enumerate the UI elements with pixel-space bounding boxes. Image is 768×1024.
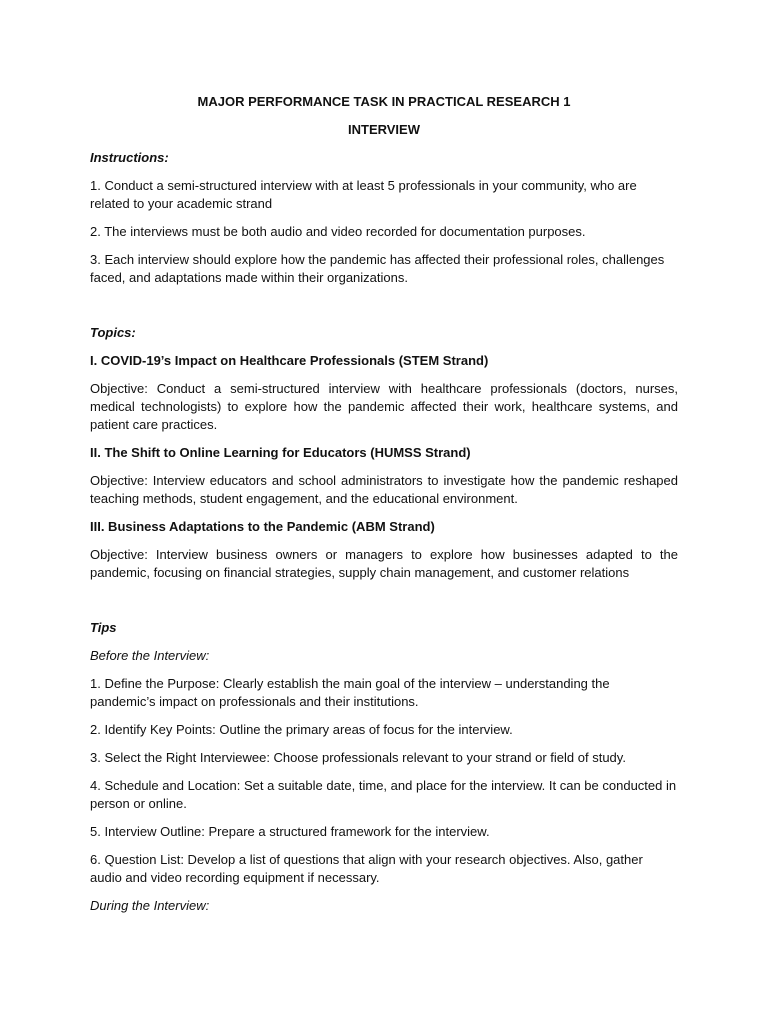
section-spacer	[90, 592, 678, 619]
topic-objective: Objective: Interview educators and school administrators to investigate how the pandemic reshaped teaching methods, student engagement, and the educational environment.	[90, 473, 678, 506]
topics-label: Topics:	[90, 325, 136, 340]
instruction-item: 2. The interviews must be both audio and video recorded for documentation purposes.	[90, 224, 586, 239]
tip-item: 4. Schedule and Location: Set a suitable date, time, and place for the interview. It can be conducted in person or online.	[90, 778, 677, 811]
tips-label: Tips	[90, 620, 117, 635]
tip-item: 6. Question List: Develop a list of questions that align with your research objectives. Also, gather audio and video recording equipment if necessary.	[90, 852, 643, 885]
instruction-item: 1. Conduct a semi-structured interview with at least 5 professionals in your community, who are related to your academic strand	[90, 178, 637, 211]
instructions-label: Instructions:	[90, 150, 169, 165]
tip-item: 2. Identify Key Points: Outline the primary areas of focus for the interview.	[90, 722, 513, 737]
section-spacer	[90, 297, 678, 324]
topic-objective: Objective: Interview business owners or managers to explore how businesses adapted to the pandemic, focusing on financial strategies, supply chain management, and customer relations	[90, 547, 678, 580]
tip-item: 3. Select the Right Interviewee: Choose professionals relevant to your strand or field of study.	[90, 750, 626, 765]
document-subtitle: INTERVIEW	[348, 122, 420, 137]
topic-heading: II. The Shift to Online Learning for Educators (HUMSS Strand)	[90, 445, 471, 460]
tip-item: 5. Interview Outline: Prepare a structured framework for the interview.	[90, 824, 490, 839]
topic-heading: I. COVID-19’s Impact on Healthcare Professionals (STEM Strand)	[90, 353, 489, 368]
tip-item: 1. Define the Purpose: Clearly establish the main goal of the interview – understanding the pandemic’s impact on professionals and their institutions.	[90, 676, 610, 709]
document-title: MAJOR PERFORMANCE TASK IN PRACTICAL RESEARCH 1	[197, 94, 571, 109]
before-interview-label: Before the Interview:	[90, 648, 210, 663]
during-interview-label: During the Interview:	[90, 898, 210, 913]
topic-heading: III. Business Adaptations to the Pandemic (ABM Strand)	[90, 519, 435, 534]
instruction-item: 3. Each interview should explore how the pandemic has affected their professional roles, challenges faced, and adaptations made within their organizations.	[90, 252, 665, 285]
topic-objective: Objective: Conduct a semi-structured interview with healthcare professionals (doctors, nurses, medical technologists) to explore how the pandemic affected their work, healthcare systems, and patient care practices.	[90, 381, 678, 432]
